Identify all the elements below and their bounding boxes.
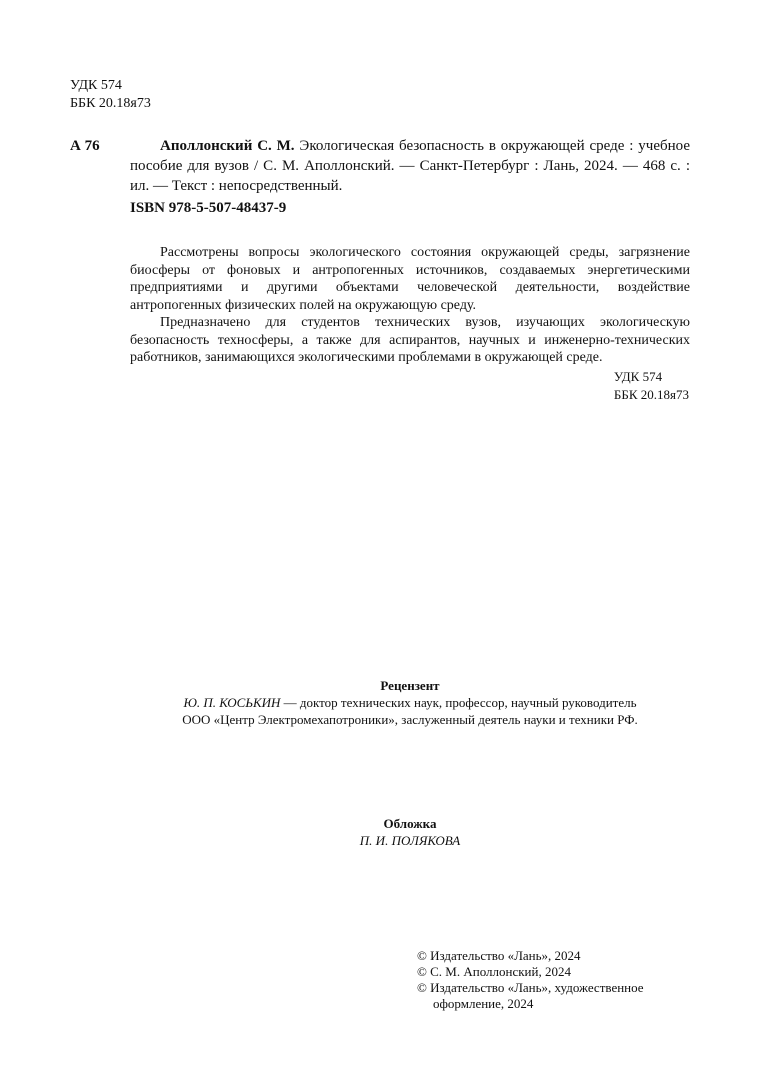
bbk-code-bottom: ББК 20.18я73: [613, 386, 689, 402]
bibliographic-record: [130, 136, 690, 196]
annotation: [130, 244, 690, 367]
copyright-block: [417, 948, 644, 1012]
cover-designer-name: П. И. ПОЛЯКОВА: [359, 833, 461, 848]
copyright-line-3: © Издательство «Лань», художественное: [417, 980, 644, 995]
reviewer-block: [130, 677, 690, 728]
reviewer-heading: Рецензент: [380, 678, 440, 693]
record-description: Экологическая безопасность в окружающей среде : учебное пособие для вузов / С. М. Аполлонский. — Санкт-Петербург : Лань, 2024. — 468 с. : ил. — Текст : непосредственный.: [130, 138, 690, 194]
reviewer-line-2: ООО «Центр Электромехапотроники», заслуженный деятель науки и техники РФ.: [182, 712, 638, 727]
copyright-line-2: © С. М. Аполлонский, 2024: [417, 964, 571, 979]
bbk-code: ББК 20.18я73: [70, 96, 151, 111]
annotation-paragraph-1: Рассмотрены вопросы экологического состояния окружающей среды, загрязнение биосферы от фоновых и антропогенных источников, создаваемых энергетическими предприятиями и другими объектами человеческой деятельности, воздействие антропогенных физических полей на окружающую среду.: [130, 245, 690, 313]
annotation-paragraph-2: Предназначено для студентов технических вузов, изучающих экологическую безопасность техносферы, а также для аспирантов, научных и инженерно-технических работников, занимающихся экологическими проблемами в окружающей среде.: [130, 315, 690, 365]
copyright-line-4: оформление, 2024: [433, 996, 534, 1011]
reviewer-line-1: [130, 694, 690, 711]
isbn: ISBN 978-5-507-48437-9: [130, 200, 287, 216]
classification-codes-bottom: [614, 368, 689, 403]
reviewer-name: Ю. П. КОСЬКИН: [183, 695, 281, 710]
copyright-line-1: © Издательство «Лань», 2024: [417, 948, 581, 963]
cover-heading: Обложка: [383, 816, 437, 831]
udk-code: УДК 574: [70, 78, 122, 93]
record-author: Аполлонский С. М.: [160, 138, 295, 154]
cover-credit-block: [130, 815, 690, 849]
author-mark: А 76: [70, 138, 100, 154]
udk-code-bottom: УДК 574: [613, 369, 663, 384]
reviewer-credentials: — доктор технических наук, профессор, научный руководитель: [280, 695, 637, 710]
classification-codes-top: [70, 77, 151, 113]
